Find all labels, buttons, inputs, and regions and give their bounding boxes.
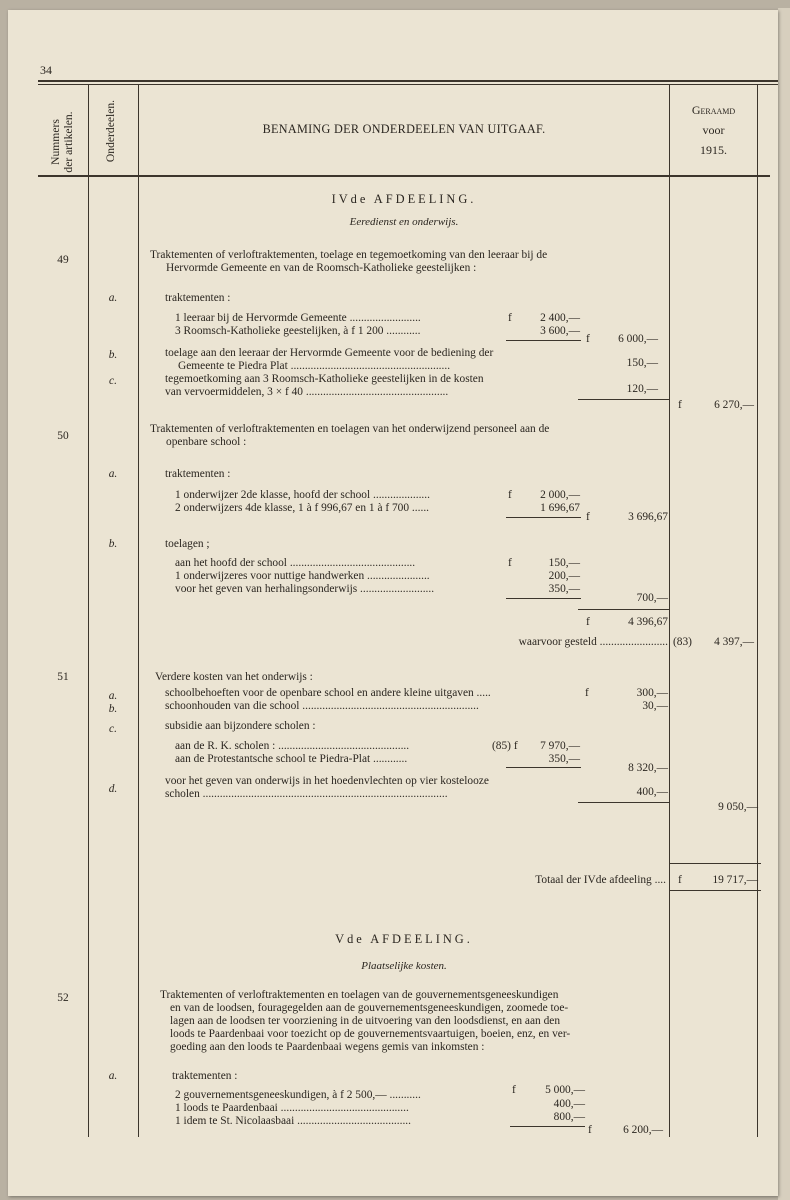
article-50-a-line2: 2 onderwijzers 4de klasse, 1 à f 996,67 en 1 à f 700 ...... [175,502,430,514]
article-51-c-rule [506,767,581,768]
header-col-nummers-line2: der artikelen. [62,111,75,173]
article-51-a-value: 300,— [636,687,668,699]
article-51-d-letter: d. [108,783,118,795]
article-51-c-label: subsidie aan bijzondere scholen : [165,720,316,732]
article-50-a-label: traktementen : [165,468,231,480]
article-51-b-value: 30,— [642,700,668,712]
article-49-c-line2: van vervoermiddelen, 3 × f 40 .................................................. [165,386,449,398]
total-iv-value: 19 717,— [712,874,758,886]
article-50-b-line2: 1 onderwijzeres voor nuttige handwerken ...................... [175,570,430,582]
article-52-desc-line4: loods te Paardenbaai voor toezicht op de gouvernementsvaartuigen, boeien, enz, en ver- [170,1028,571,1040]
article-49-desc-line1: Traktementen of verloftraktementen, toelage en tegemoetkoming van den leeraar bij de [150,249,548,261]
article-51-total: 9 050,— [718,801,758,813]
article-51-number: 51 [57,671,69,683]
article-50-b-line2-value: 200,— [548,570,580,582]
article-50-number: 50 [57,430,69,442]
article-49-a-line1-f: f [508,312,512,324]
header-col-nummers [49,87,77,197]
article-51-c-line2: aan de Protestantsche school te Piedra-Plat ............ [175,753,408,765]
article-51-c-line1-value: 7 970,— [540,740,580,752]
section-v-title: Vde AFDEELING. [335,932,473,946]
total-iv-rule-bottom [669,890,761,891]
article-49-c-line1: tegemoetkoming aan 3 Roomsch-Katholieke geestelijken in de kosten [165,373,484,385]
article-51-c-line1-f: (85) f [492,740,518,752]
article-49-a-line1: 1 leeraar bij de Hervormde Gemeente ......................... [175,312,421,324]
header-col-nummers-line1: Nummers [49,119,62,165]
article-52-a-rule [510,1126,585,1127]
page-number: 34 [40,63,52,77]
header-voor: voor [702,123,725,137]
article-51-b-letter: b. [108,703,118,715]
article-50-a-line1: 1 onderwijzer 2de klasse, hoofd der school .................... [175,489,430,501]
article-50-b-label: toelagen ; [165,538,210,550]
article-51-c-total: 8 320,— [628,762,668,774]
article-50-a-rule [506,517,581,518]
article-50-b-line1-f: f [508,557,512,569]
article-50-b-total: 700,— [636,592,668,604]
article-52-desc-line5: goeding aan den loods te Paardenbaai wegens gemis van inkomsten : [170,1041,485,1053]
article-52-a-line2-value: 400,— [553,1098,585,1110]
article-50-sum: 4 396,67 [628,616,668,628]
article-52-a-total-f: f [588,1124,592,1136]
article-49-a-letter: a. [108,292,118,304]
article-52-a-line1: 2 gouvernementsgeneeskundigen, à f 2 500,— ........... [175,1089,421,1101]
article-50-desc-line1: Traktementen of verloftraktementen en toelagen van het onderwijzend personeel aan de [150,423,550,435]
article-50-desc-line2: openbare school : [166,436,247,448]
header-title: BENAMING DER ONDERDEELEN VAN UITGAAF. [262,122,546,136]
article-51-a-text: schoolbehoeften voor de openbare school en andere kleine uitgaven ..... [165,687,491,699]
article-51-rule [578,802,670,803]
article-51-desc: Verdere kosten van het onderwijs : [155,671,313,683]
header-rule-bottom [38,175,770,177]
article-52-desc-line2: en van de loodsen, fouragegelden aan de gouvernementsgeneeskundigen, zoomede toe- [170,1002,569,1014]
header-year: 1915. [700,143,727,157]
column-rule-1 [88,85,89,1137]
article-50-gesteld: waarvoor gesteld ........................ [518,636,668,648]
article-49-c-value: 120,— [626,383,658,395]
article-51-b-text: schoonhouden van die school .............................................................. [165,700,479,712]
header-rule-top-thin [38,84,778,85]
article-51-d-value: 400,— [636,786,668,798]
article-49-b-value: 150,— [626,357,658,369]
article-49-rule [578,399,670,400]
article-51-d-line1: voor het geven van onderwijs in het hoedenvlechten op vier kostelooze [165,775,489,787]
article-49-a-total-f: f [586,333,590,345]
article-50-total: 4 397,— [714,636,754,648]
header-rule-top [38,80,778,82]
article-50-b-line3: voor het geven van herhalingsonderwijs .......................... [175,583,435,595]
article-50-sum-f: f [586,616,590,628]
article-50-a-letter: a. [108,468,118,480]
article-52-number: 52 [57,992,69,1004]
article-52-a-total: 6 200,— [623,1124,663,1136]
article-51-a-letter: a. [108,690,118,702]
article-50-gesteld-note: (83) [673,636,692,648]
article-49-c-letter: c. [109,375,117,387]
article-50-b-letter: b. [108,538,118,550]
article-50-a-line1-f: f [508,489,512,501]
article-50-b-rule [506,598,581,599]
article-49-a-total: 6 000,— [618,333,658,345]
article-49-b-letter: b. [108,349,118,361]
article-51-c-line1: aan de R. K. scholen : .............................................. [175,740,410,752]
total-iv-label: Totaal der IVde afdeeling .... [535,874,666,886]
article-51-d-line2: scholen ...................................................................................... [165,788,448,800]
article-51-c-letter: c. [109,723,117,735]
article-49-b-line1: toelage aan den leeraar der Hervormde Gemeente voor de bediening der [165,347,494,359]
article-52-a-line3: 1 idem te St. Nicolaasbaai ........................................ [175,1115,412,1127]
page-edge [778,8,790,1200]
total-iv-f: f [678,874,682,886]
article-51-a-f: f [585,687,589,699]
article-52-a-line1-value: 5 000,— [545,1084,585,1096]
article-52-a-line1-f: f [512,1084,516,1096]
article-52-a-label: traktementen : [172,1070,238,1082]
article-52-a-letter: a. [108,1070,118,1082]
article-52-a-line2: 1 loods te Paardenbaai ............................................. [175,1102,409,1114]
column-rule-4 [757,85,758,1137]
article-50-b-line3-value: 350,— [548,583,580,595]
article-51-c-line2-value: 350,— [548,753,580,765]
column-rule-2 [138,85,139,1137]
article-50-b-line1-value: 150,— [548,557,580,569]
article-49-a-rule [506,340,581,341]
total-iv-rule-top [669,863,761,864]
section-iv-title: IVde AFDEELING. [331,192,477,206]
article-50-a-line1-value: 2 000,— [540,489,580,501]
section-iv-subtitle: Eeredienst en onderwijs. [349,216,459,228]
article-50-a-total-f: f [586,511,590,523]
article-49-a-label: traktementen : [165,292,231,304]
article-52-desc-line1: Traktementen of verloftraktementen en toelagen van de gouvernementsgeneeskundigen [160,989,559,1001]
article-49-number: 49 [57,254,69,266]
article-49-a-line1-value: 2 400,— [540,312,580,324]
article-49-a-line2: 3 Roomsch-Katholieke geestelijken, à f 1 200 ............ [175,325,421,337]
article-49-b-line2: Gemeente te Piedra Plat ........................................................ [178,360,451,372]
header-col-onderdeelen: Onderdeelen. [104,99,117,163]
article-49-a-line2-value: 3 600,— [540,325,580,337]
article-49-total-f: f [678,399,682,411]
article-49-desc-line2: Hervormde Gemeente en van de Roomsch-Katholieke geestelijken : [166,262,477,274]
article-50-b-line1: aan het hoofd der school ............................................ [175,557,416,569]
header-geraamd: Geraamd [691,103,736,117]
article-52-desc-line3: lagen aan de loodsen ter voorziening in de uitvoering van den loodsdienst, en aan den [170,1015,561,1027]
section-v-subtitle: Plaatselijke kosten. [361,960,447,972]
column-rule-3 [669,85,670,1137]
article-50-sum-rule [578,609,670,610]
article-49-total: 6 270,— [714,399,754,411]
article-50-a-total: 3 696,67 [628,511,668,523]
article-50-a-line2-value: 1 696,67 [540,502,580,514]
article-52-a-line3-value: 800,— [553,1111,585,1123]
